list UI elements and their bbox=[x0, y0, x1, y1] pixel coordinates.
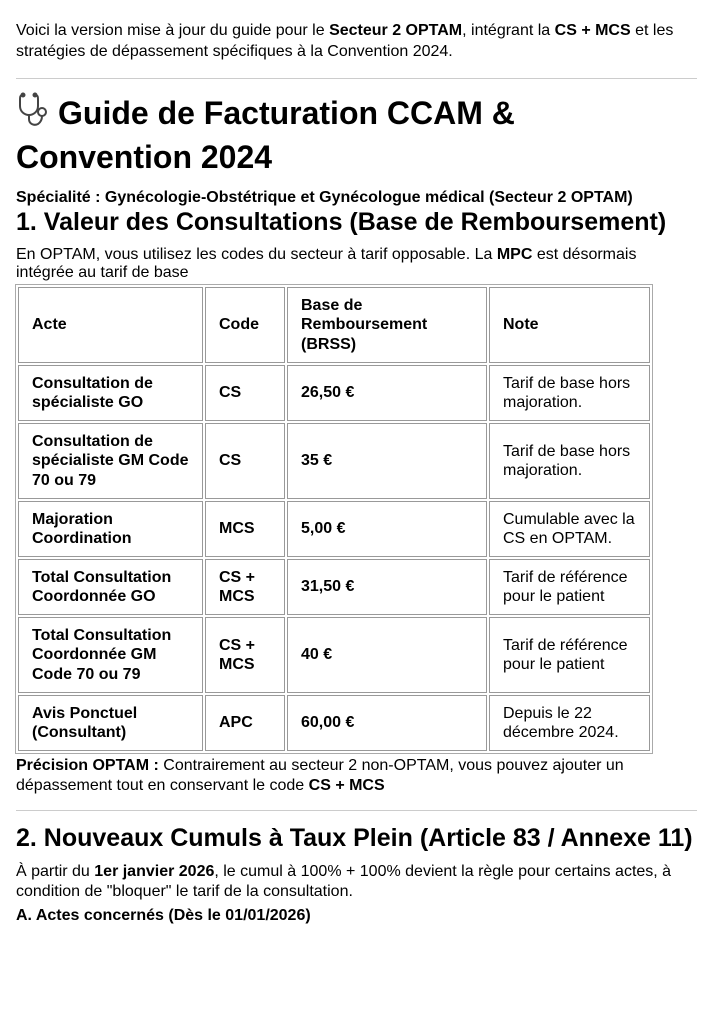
consultation-table bbox=[15, 284, 653, 754]
intro-bold-cs-mcs: CS + MCS bbox=[554, 22, 631, 39]
cell-code: APC bbox=[205, 695, 285, 751]
cell-base: 60,00 € bbox=[287, 695, 487, 751]
table-row bbox=[18, 365, 650, 421]
section2-heading: 2. Nouveaux Cumuls à Taux Plein (Article 83 / Annexe 11) bbox=[16, 824, 693, 852]
cell-acte: Total Consultation Coordonnée GO bbox=[18, 559, 203, 615]
table-row bbox=[18, 501, 650, 557]
precision-text: Contrairement au secteur 2 non-OPTAM, vous pouvez ajouter un dépassement tout en conservant le code bbox=[16, 757, 624, 794]
section1-text-2: est désormais intégrée au tarif de base bbox=[16, 246, 637, 281]
divider bbox=[16, 810, 697, 811]
cell-base: 31,50 € bbox=[287, 559, 487, 615]
section2-text-2: , le cumul à 100% + 100% devient la règle pour certains actes, à condition de "bloquer" le tarif de la consultation. bbox=[16, 863, 672, 900]
table-row bbox=[18, 617, 650, 693]
cell-base: 40 € bbox=[287, 617, 487, 693]
section1-paragraph bbox=[16, 246, 697, 282]
cell-note: Tarif de référence pour le patient bbox=[489, 559, 650, 615]
precision-paragraph bbox=[16, 756, 697, 796]
section2-bold-date: 1er janvier 2026 bbox=[94, 863, 215, 880]
cell-note: Cumulable avec la CS en OPTAM. bbox=[489, 501, 650, 557]
stethoscope-icon bbox=[16, 92, 52, 128]
table-row bbox=[18, 559, 650, 615]
cell-note: Depuis le 22 décembre 2024. bbox=[489, 695, 650, 751]
header-note: Note bbox=[489, 287, 650, 363]
cell-acte: Avis Ponctuel (Consultant) bbox=[18, 695, 203, 751]
cell-note: Tarif de référence pour le patient bbox=[489, 617, 650, 693]
header-base: Base de Remboursement (BRSS) bbox=[287, 287, 487, 363]
cell-code: MCS bbox=[205, 501, 285, 557]
intro-bold-secteur: Secteur 2 OPTAM bbox=[329, 22, 463, 39]
precision-bold-cs-mcs: CS + MCS bbox=[308, 777, 385, 794]
cell-acte: Total Consultation Coordonnée GM Code 70 ou 79 bbox=[18, 617, 203, 693]
table-row bbox=[18, 695, 650, 751]
specialite-line: Spécialité : Gynécologie-Obstétrique et Gynécologue médical (Secteur 2 OPTAM) bbox=[16, 189, 633, 206]
cell-note: Tarif de base hors majoration. bbox=[489, 423, 650, 499]
intro-text-2: , intégrant la bbox=[462, 22, 555, 39]
precision-label: Précision OPTAM : bbox=[16, 757, 159, 774]
divider bbox=[16, 78, 697, 79]
header-acte: Acte bbox=[18, 287, 203, 363]
table-row bbox=[18, 423, 650, 499]
cell-code: CS bbox=[205, 423, 285, 499]
page-title-text: Guide de Facturation CCAM & Convention 2024 bbox=[16, 95, 515, 175]
cell-base: 35 € bbox=[287, 423, 487, 499]
section1-bold-mpc: MPC bbox=[496, 246, 533, 263]
cell-code: CS + MCS bbox=[205, 559, 285, 615]
section1-text-1: En OPTAM, vous utilisez les codes du secteur à tarif opposable. La bbox=[16, 246, 497, 263]
cell-acte: Consultation de spécialiste GO bbox=[18, 365, 203, 421]
header-code: Code bbox=[205, 287, 285, 363]
intro-paragraph bbox=[16, 20, 697, 62]
cell-code: CS + MCS bbox=[205, 617, 285, 693]
section2-sub-heading: A. Actes concernés (Dès le 01/01/2026) bbox=[16, 907, 311, 924]
intro-text-1: Voici la version mise à jour du guide pour le bbox=[16, 22, 330, 39]
cell-base: 5,00 € bbox=[287, 501, 487, 557]
section2-paragraph bbox=[16, 862, 697, 902]
section2-text-1: À partir du bbox=[16, 863, 95, 880]
cell-acte: Majoration Coordination bbox=[18, 501, 203, 557]
cell-base: 26,50 € bbox=[287, 365, 487, 421]
table-header-row bbox=[18, 287, 650, 363]
cell-acte: Consultation de spécialiste GM Code 70 ou 79 bbox=[18, 423, 203, 499]
cell-code: CS bbox=[205, 365, 285, 421]
page-title bbox=[16, 91, 697, 179]
intro-text-3: et les stratégies de dépassement spécifiques à la Convention 2024. bbox=[16, 22, 674, 60]
cell-note: Tarif de base hors majoration. bbox=[489, 365, 650, 421]
section1-heading: 1. Valeur des Consultations (Base de Remboursement) bbox=[16, 208, 667, 236]
